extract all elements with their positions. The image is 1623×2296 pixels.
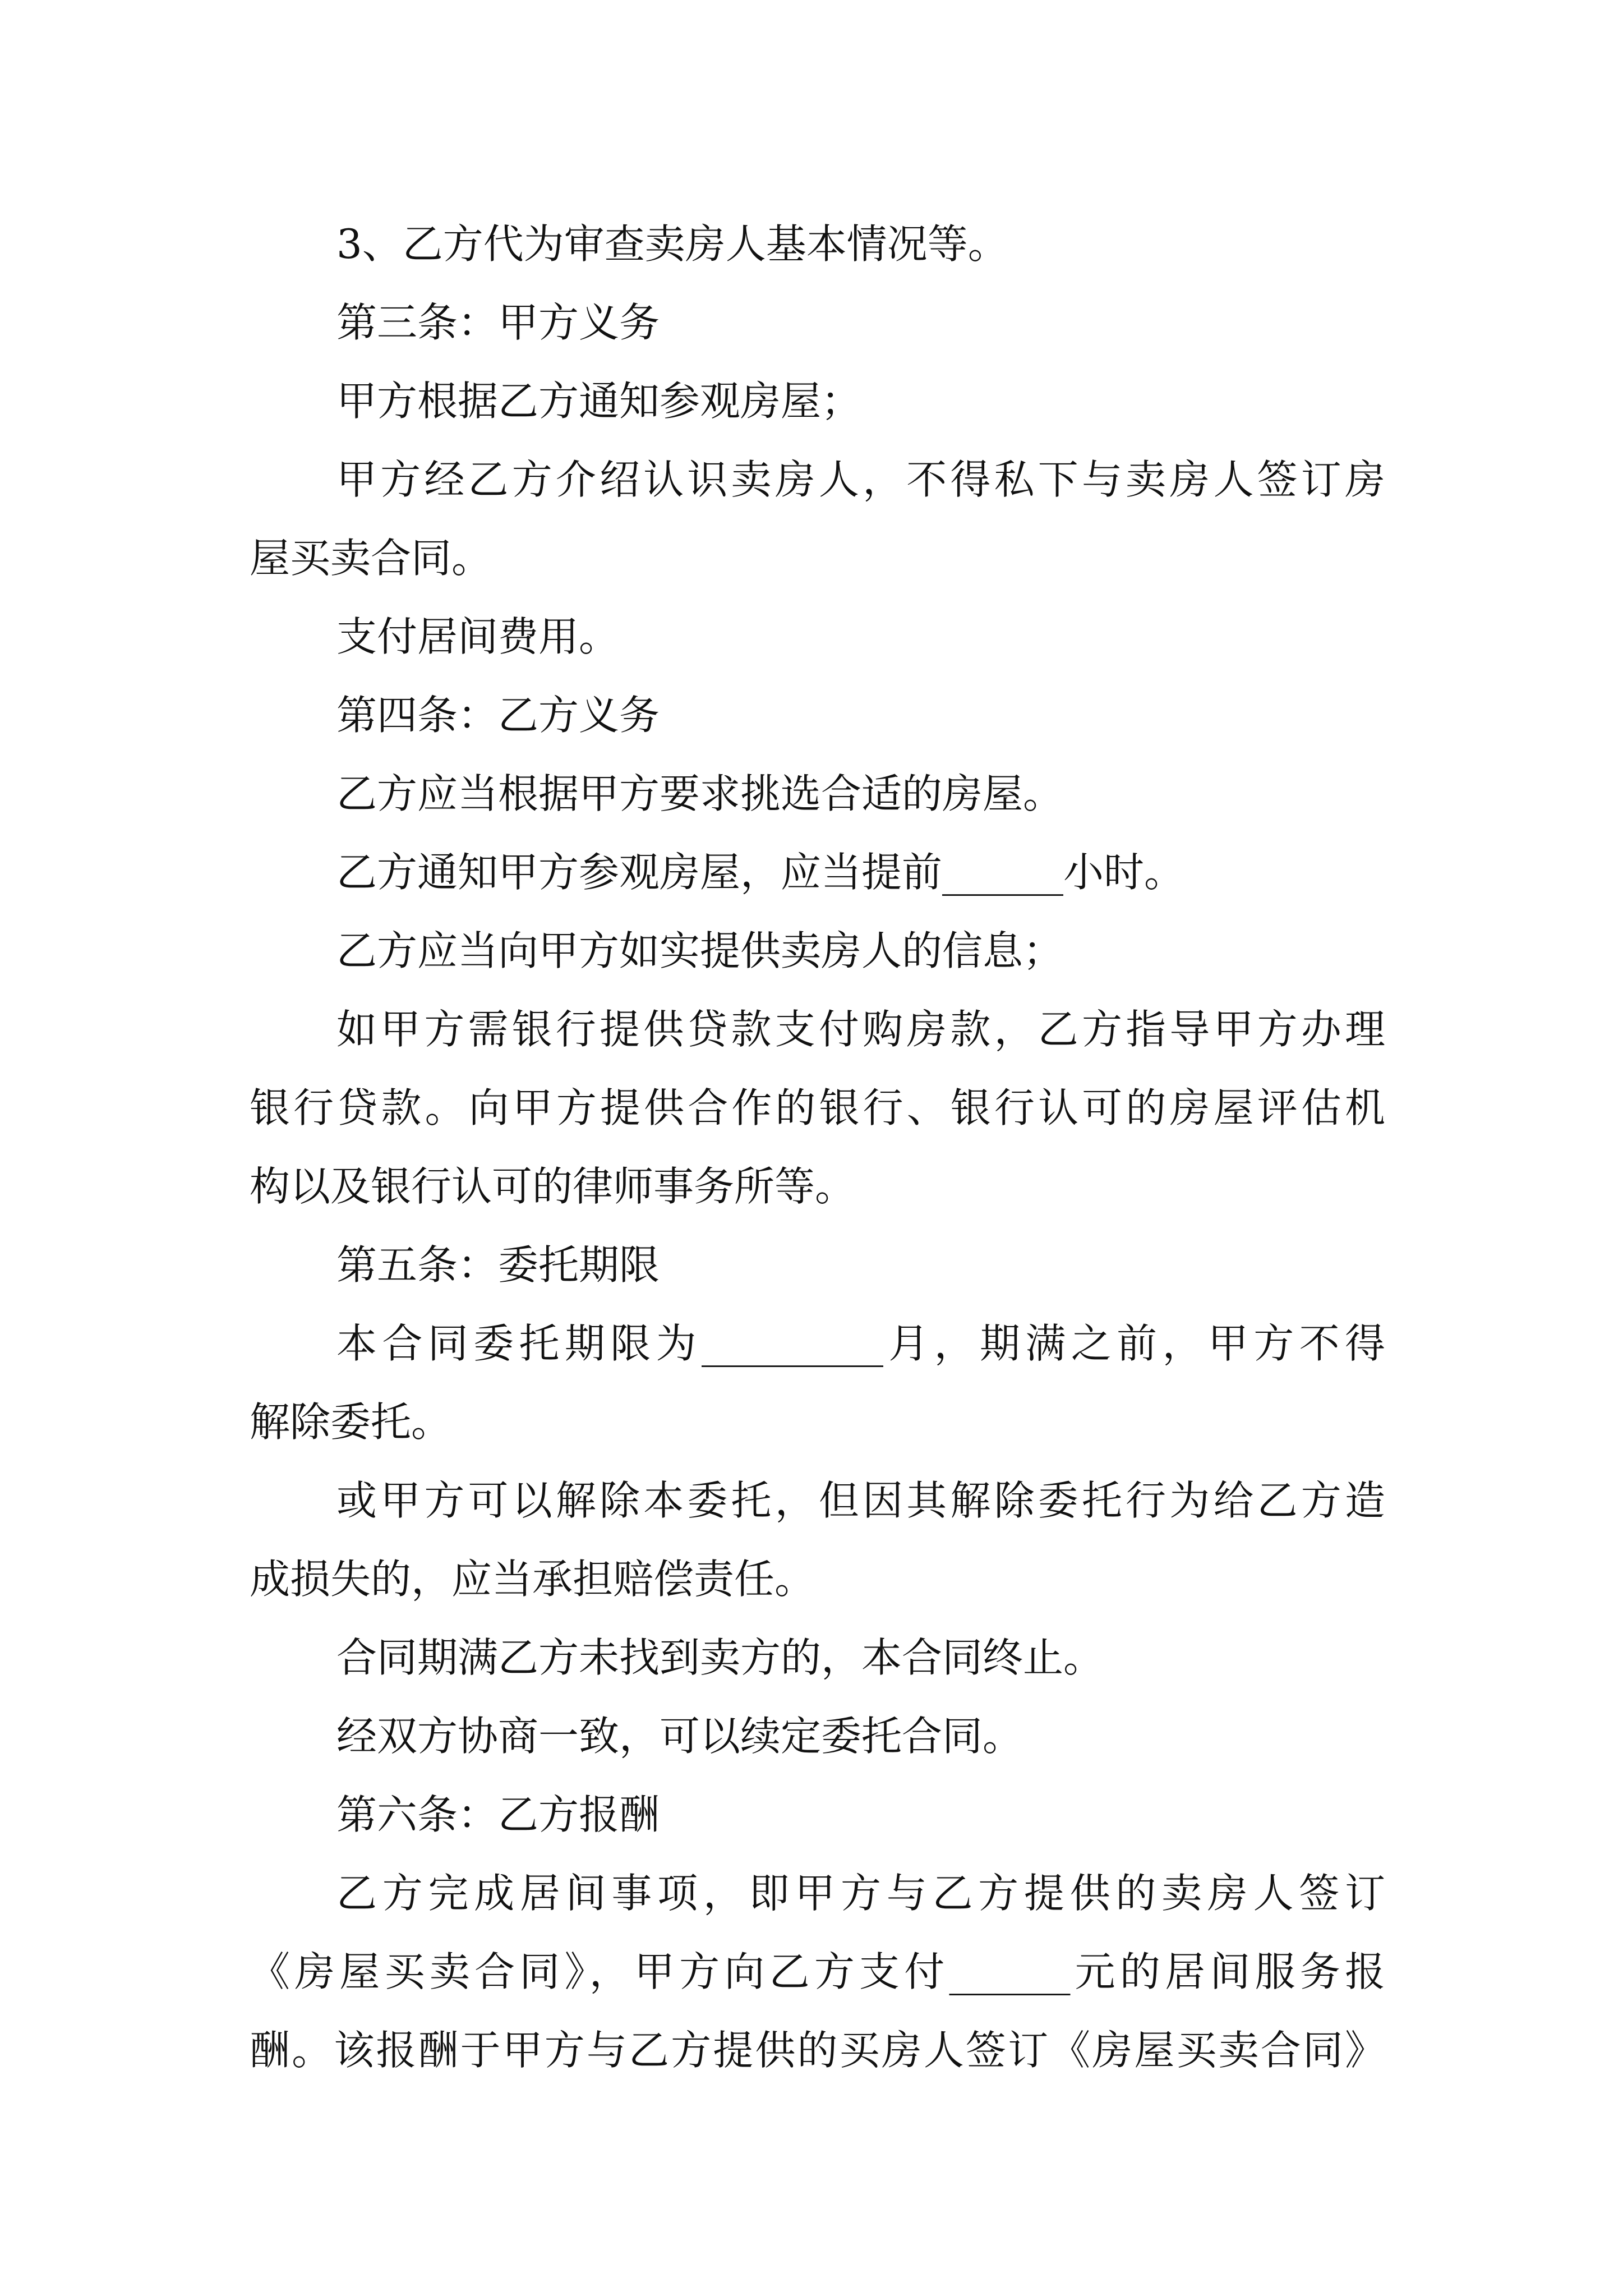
text-line: 如甲方需银行提供贷款支付购房款，乙方指导甲方办理	[336, 1006, 1385, 1053]
article-heading: 第六条：乙方报酬	[336, 1791, 660, 1838]
text-line: 乙方通知甲方参观房屋，应当提前______小时。	[336, 849, 1185, 896]
text-line: 成损失的，应当承担赔偿责任。	[250, 1556, 815, 1603]
text-line: 《房屋买卖合同》，甲方向乙方支付______元的居间服务报	[250, 1948, 1385, 1995]
text-line: 甲方经乙方介绍认识卖房人，不得私下与卖房人签订房	[336, 456, 1385, 503]
text-line: 或甲方可以解除本委托，但因其解除委托行为给乙方造	[336, 1477, 1385, 1524]
text-line: 酬。该报酬于甲方与乙方提供的买房人签订《房屋买卖合同》	[250, 2027, 1385, 2074]
text-line: 本合同委托期限为_________月，期满之前，甲方不得	[336, 1320, 1385, 1367]
article-heading: 第三条：甲方义务	[336, 299, 660, 346]
text-line: 乙方应当向甲方如实提供卖房人的信息；	[336, 927, 1064, 974]
text-line: 经双方协商一致，可以续定委托合同。	[336, 1713, 1023, 1760]
text-line: 屋买卖合同。	[250, 535, 492, 582]
text-line: 支付居间费用。	[336, 613, 620, 660]
text-line: 甲方根据乙方通知参观房屋；	[336, 378, 862, 425]
text-line: 乙方应当根据甲方要求挑选合适的房屋。	[336, 770, 1064, 817]
article-heading: 第四条：乙方义务	[336, 692, 660, 739]
text-line: 解除委托。	[250, 1398, 452, 1446]
text-line: 合同期满乙方未找到卖方的，本合同终止。	[336, 1634, 1104, 1681]
text-line: 3、乙方代为审查卖房人基本情况等。	[336, 220, 1008, 268]
text-line: 乙方完成居间事项，即甲方与乙方提供的卖房人签订	[336, 1870, 1385, 1917]
text-line: 构以及银行认可的律师事务所等。	[250, 1163, 856, 1210]
article-heading: 第五条：委托期限	[336, 1241, 660, 1289]
text-line: 银行贷款。向甲方提供合作的银行、银行认可的房屋评估机	[250, 1084, 1385, 1131]
